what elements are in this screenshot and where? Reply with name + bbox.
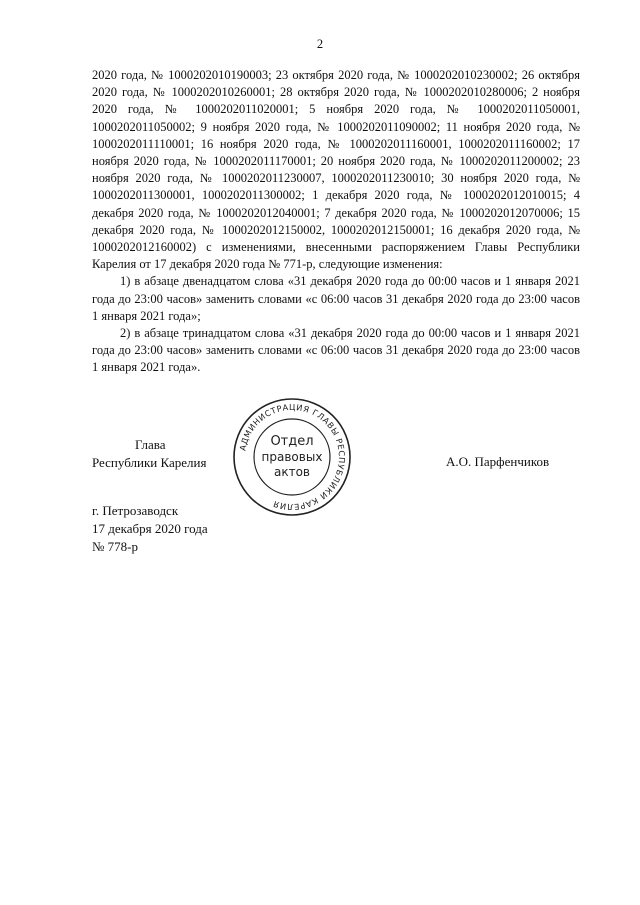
- footer-date: 17 декабря 2020 года: [92, 521, 208, 536]
- signatory-title: [92, 436, 206, 472]
- stamp-ring-text: АДМИНИСТРАЦИЯ ГЛАВЫ РЕСПУБЛИКИ КАРЕЛИЯ: [237, 401, 348, 513]
- document-body: [92, 67, 580, 377]
- document-footer: [92, 502, 208, 556]
- stamp-center-line-1: Отдел: [270, 434, 314, 449]
- footer-city: г. Петрозаводск: [92, 503, 179, 518]
- amendment-item-2: 2) в абзаце тринадцатом слова «31 декабря 2020 года до 00:00 часов и 1 января 2021 года до 23:00 часов» заменить словами «с 06:00 часов 31 декабря 2020 года до 23:00 часов 1 января 2021 года».: [92, 326, 580, 375]
- signatory-title-line-1: Глава: [135, 437, 166, 452]
- footer-order-number: № 778-р: [92, 539, 138, 554]
- body-paragraph: 2020 года, № 1000202010190003; 23 октября 2020 года, № 1000202010230002; 26 октября 2020 года, № 1000202010260001; 28 октября 2020 года, № 1000202010280006; 2 ноября 2020 года, № 1000202011020001; 5 ноября 2020 года, № 1000202011050001, 1000202011050002; 9 ноября 2020 года, № 1000202011090002; 11 ноября 2020 года, № 1000202011110001; 16 ноября 2020 года, № 1000202011160001, 1000202011160002; 17 ноября 2020 года, № 1000202011170001; 20 ноября 2020 года, № 1000202011200002; 23 ноября 2020 года, № 1000202011230007, 1000202011230010; 30 ноября 2020 года, № 1000202011300001, 1000202011300002; 1 декабря 2020 года, № 1000202012010015; 4 декабря 2020 года, № 1000202012040001; 7 декабря 2020 года, № 1000202012070006; 15 декабря 2020 года, № 1000202012150002, 1000202012150001; 16 декабря 2020 года, № 1000202012160002) с изменениями, внесенными распоряжением Главы Республики Карелия от 17 декабря 2020 года № 771-р, следующие изменения:: [92, 68, 580, 272]
- stamp-center-line-2: правовых: [261, 450, 323, 464]
- stamp-center-line-3: актов: [273, 465, 311, 479]
- signatory-title-line-2: Республики Карелия: [92, 455, 207, 470]
- official-stamp: [230, 395, 354, 519]
- page-number: 2: [316, 37, 324, 51]
- signer-name: А.О. Парфенчиков: [446, 454, 550, 469]
- amendment-item-1: 1) в абзаце двенадцатом слова «31 декабря 2020 года до 00:00 часов и 1 января 2021 года до 23:00 часов» заменить словами «с 06:00 часов 31 декабря 2020 года до 23:00 часов 1 января 2021 года»;: [92, 274, 580, 323]
